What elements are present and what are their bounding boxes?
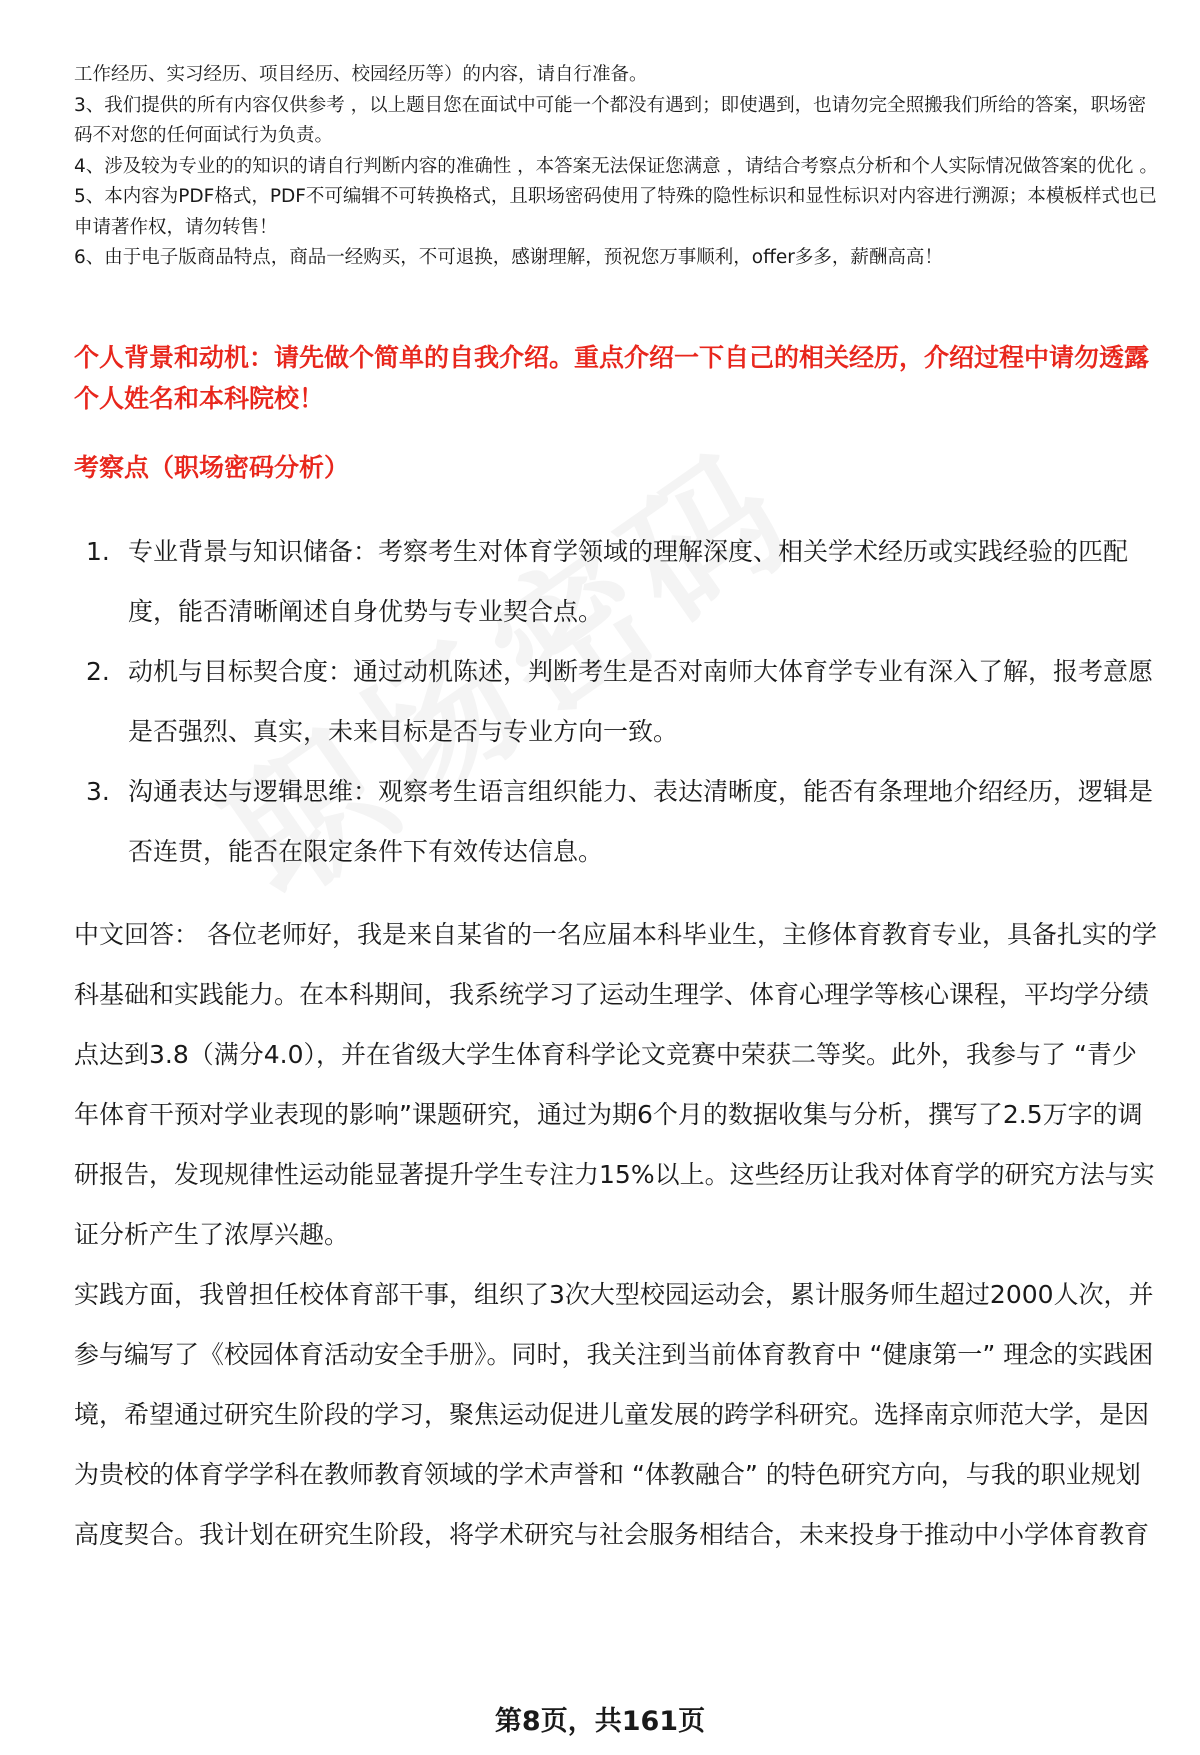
- note-line: 4、涉及较为专业的的知识的请自行判断内容的准确性 ，本答案无法保证您满意 ，请结合考察点分析和个人实际情况做答案的优化 。: [74, 155, 1158, 177]
- analysis-title: 考察点（职场密码分析）: [74, 453, 350, 482]
- note-line: 5、本内容为PDF格式，PDF不可编辑不可转换格式，且职场密码使用了特殊的隐性标识和显性标识对内容进行溯源；本模板样式也已申请著作权，请勿转售！: [74, 186, 1157, 238]
- point-text: 动机与目标契合度：通过动机陈述，判断考生是否对南师大体育学专业有深入了解，报考意愿是否强烈、真实，未来目标是否与专业方向一致。: [128, 657, 1154, 746]
- note-line: 3、我们提供的所有内容仅供参考 ，以上题目您在面试中可能一个都没有遇到；即使遇到，也请勿完全照搬我们所给的答案，职场密码不对您的任何面试行为负责。: [74, 94, 1147, 146]
- analysis-point: [86, 762, 1156, 882]
- analysis-point: [86, 642, 1156, 762]
- point-number: 1.: [86, 537, 110, 566]
- note-line: 6、由于电子版商品特点，商品一经购买，不可退换，感谢理解，预祝您万事顺利，offer多多，薪酬高高！: [74, 247, 943, 268]
- point-number: 2.: [86, 657, 110, 686]
- answer-section: [74, 905, 1160, 1565]
- analysis-point: [86, 522, 1156, 642]
- notes-section: [74, 60, 1160, 274]
- note-line: 工作经历、实习经历、项目经历、校园经历等）的内容，请自行准备。: [74, 64, 648, 85]
- question-heading: 个人背景和动机：请先做个简单的自我介绍。重点介绍一下自己的相关经历，介绍过程中请勿透露个人姓名和本科院校！: [74, 343, 1150, 413]
- answer-paragraph: 中文回答： 各位老师好，我是来自某省的一名应届本科毕业生，主修体育教育专业，具备扎实的学科基础和实践能力。在本科期间，我系统学习了运动生理学、体育心理学等核心课程，平均学分绩点达到3.8（满分4.0），并在省级大学生体育科学论文竞赛中荣获二等奖。此外，我参与了 “青少年体育干预对学业表现的影响”课题研究，通过为期6个月的数据收集与分析，撰写了2.5万字的调研报告，发现规律性运动能显著提升学生专注力15%以上。这些经历让我对体育学的研究方法与实证分析产生了浓厚兴趣。: [74, 920, 1157, 1249]
- point-number: 3.: [86, 777, 110, 806]
- point-text: 专业背景与知识储备：考察考生对体育学领域的理解深度、相关学术经历或实践经验的匹配度，能否清晰阐述自身优势与专业契合点。: [128, 537, 1129, 626]
- answer-paragraph: 实践方面，我曾担任校体育部干事，组织了3次大型校园运动会，累计服务师生超过2000人次，并参与编写了《校园体育活动安全手册》。同时，我关注到当前体育教育中 “健康第一” 理念的实践困境，希望通过研究生阶段的学习，聚焦运动促进儿童发展的跨学科研究。选择南京师范大学，是因为贵校的体育学学科在教师教育领域的学术声誉和 “体教融合” 的特色研究方向，与我的职业规划高度契合。我计划在研究生阶段，将学术研究与社会服务相结合，未来投身于推动中小学体育教育: [74, 1280, 1154, 1549]
- page-number: 第8页，共161页: [494, 1706, 706, 1737]
- analysis-points: [86, 522, 1156, 882]
- point-text: 沟通表达与逻辑思维：观察考生语言组织能力、表达清晰度，能否有条理地介绍经历，逻辑是否连贯，能否在限定条件下有效传达信息。: [128, 777, 1154, 866]
